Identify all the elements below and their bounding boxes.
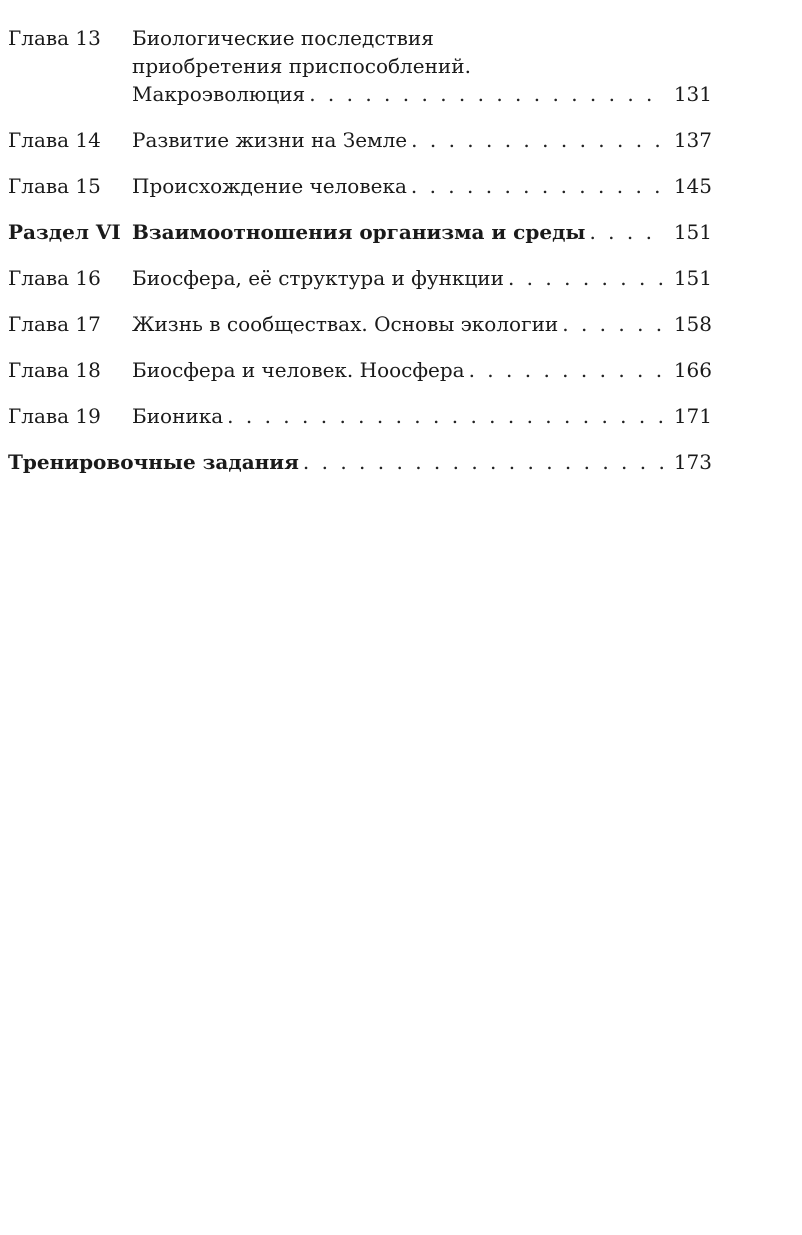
page-number: 137 xyxy=(673,128,712,152)
title-last-line xyxy=(132,310,712,338)
entry-body xyxy=(132,402,712,430)
page-number: 173 xyxy=(673,450,712,474)
title-last-line xyxy=(8,448,712,476)
title-last-line xyxy=(132,126,712,154)
toc-entry-chapter-14[interactable] xyxy=(8,126,712,154)
dot-leader xyxy=(411,172,666,200)
chapter-label: Глава 19 xyxy=(8,404,101,428)
toc-entry-chapter-19[interactable] xyxy=(8,402,712,430)
chapter-label: Глава 14 xyxy=(8,128,101,152)
title-last-line xyxy=(132,172,712,200)
dot-leader xyxy=(508,264,666,292)
chapter-label: Глава 13 xyxy=(8,26,101,50)
dot-leader xyxy=(469,356,666,384)
table-of-contents xyxy=(8,24,712,494)
title-last-line xyxy=(132,80,712,108)
section-label: Раздел VI xyxy=(8,220,121,244)
dot-leader xyxy=(562,310,666,338)
toc-entry-section-6[interactable] xyxy=(8,218,712,246)
dot-leader xyxy=(309,80,666,108)
title-last-line xyxy=(132,218,712,246)
entry-body xyxy=(132,310,712,338)
page-number: 151 xyxy=(673,266,712,290)
entry-body xyxy=(132,172,712,200)
toc-entry-chapter-13[interactable] xyxy=(8,24,712,108)
page-number: 151 xyxy=(673,220,712,244)
entry-body xyxy=(132,126,712,154)
page-number: 131 xyxy=(673,82,712,106)
page-number: 171 xyxy=(673,404,712,428)
title-last-line xyxy=(132,402,712,430)
dot-leader xyxy=(589,218,666,246)
entry-title: Жизнь в сообществах. Основы экологии xyxy=(132,312,559,336)
toc-entry-chapter-15[interactable] xyxy=(8,172,712,200)
chapter-label: Глава 18 xyxy=(8,358,101,382)
entry-body xyxy=(132,264,712,292)
entry-title: Биосфера и человек. Ноосфера xyxy=(132,358,465,382)
title-last-line xyxy=(132,356,712,384)
title-line: приобретения приспособлений. xyxy=(132,54,471,78)
entry-title: Происхождение человека xyxy=(132,174,407,198)
entry-title: Биосфера, её структура и функции xyxy=(132,266,504,290)
entry-title: Тренировочные задания xyxy=(8,450,299,474)
title-line: Биологические последствия xyxy=(132,26,434,50)
entry-body xyxy=(132,218,712,246)
entry-title: Бионика xyxy=(132,404,224,428)
chapter-label: Глава 17 xyxy=(8,312,101,336)
toc-entry-chapter-17[interactable] xyxy=(8,310,712,338)
page-number: 166 xyxy=(673,358,712,382)
toc-entry-chapter-18[interactable] xyxy=(8,356,712,384)
chapter-label: Глава 15 xyxy=(8,174,101,198)
chapter-label: Глава 16 xyxy=(8,266,101,290)
page-number: 158 xyxy=(673,312,712,336)
entry-title: Взаимоотношения организма и среды xyxy=(132,220,586,244)
entry-body xyxy=(8,448,712,476)
entry-body xyxy=(132,356,712,384)
dot-leader xyxy=(227,402,666,430)
dot-leader xyxy=(411,126,666,154)
toc-entry-practice-tasks[interactable] xyxy=(8,448,712,476)
entry-body xyxy=(132,24,712,108)
title-last-line xyxy=(132,264,712,292)
entry-title: Макроэволюция xyxy=(132,82,306,106)
page-number: 145 xyxy=(673,174,712,198)
toc-entry-chapter-16[interactable] xyxy=(8,264,712,292)
dot-leader xyxy=(303,448,666,476)
entry-title: Развитие жизни на Земле xyxy=(132,128,408,152)
